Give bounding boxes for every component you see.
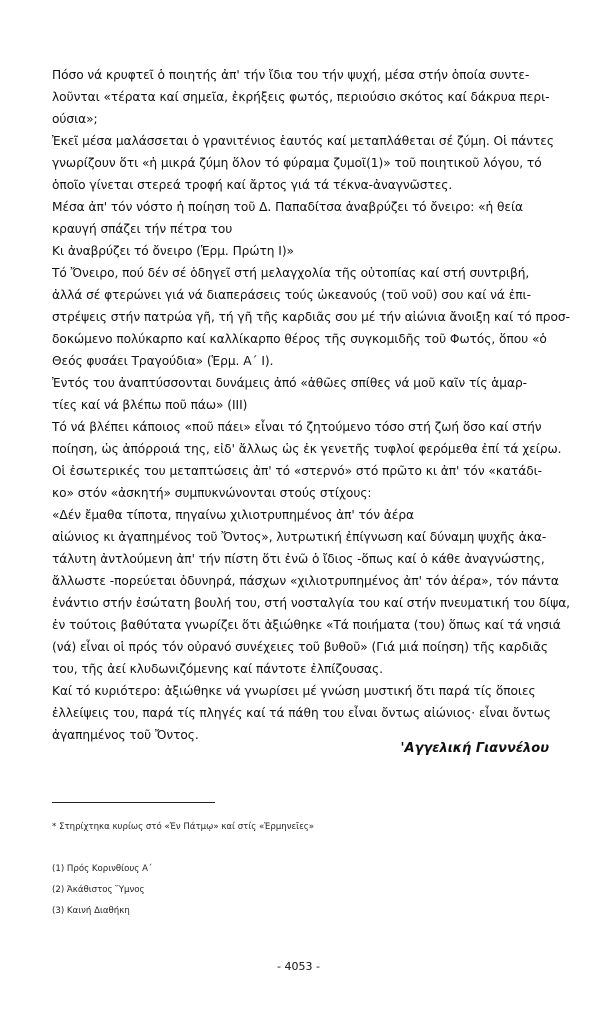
body-line-22: αἰώνιος κι ἀγαπημένος τοῦ Ὄντος», λυτρωτική ἐπίγνωση καί δύναμη ψυχῆς ἀκα- [52, 530, 547, 544]
footnote-1: (1) Πρός Κορινθίους Α΄ [52, 864, 153, 874]
footnote-3: (3) Καινή Διαθήκη [52, 906, 130, 916]
body-line-21: «Δέν ἔμαθα τίποτα, πηγαίνω χιλιοτρυπημένος ἀπ' τόν ἀέρα [52, 508, 414, 522]
body-line-16: τίες καί νά βλέπω ποῦ πάω» (ΙΙΙ) [52, 398, 248, 412]
body-line-31: ἀγαπημένος τοῦ Ὄντος. [52, 728, 199, 742]
body-line-24: ἄλλωστε -πορεύεται ὀδυνηρά, πάσχων «χιλιοτρυπημένος ἀπ' τόν ἀέρα», τόν πάντα [52, 574, 559, 588]
body-line-9: Κι ἀναβρύζει τό ὄνειρο (Ἑρμ. Πρώτη Ι)» [52, 244, 294, 258]
body-line-23: τάλυτη ἀντλούμενη ἀπ' τήν πίστη ὅτι ἐνῶ ὁ ἴδιος -ὅπως καί ὁ κάθε ἀναγνώστης, [52, 552, 545, 566]
body-line-7: Μέσα ἀπ' τόν νόστο ἡ ποίηση τοῦ Δ. Παπαδίτσα ἀναβρύζει τό ὄνειρο: «ἡ θεία [52, 200, 524, 214]
body-line-20: κο» στόν «ἀσκητή» συμπυκνώνονται στούς στίχους: [52, 486, 372, 500]
footnote-2: (2) Ἀκάθιστος Ὕμνος [52, 885, 145, 895]
body-line-1: Πόσο νά κρυφτεῖ ὁ ποιητής ἀπ' τήν ἴδια του τήν ψυχή, μέσα στήν ὁποία συντε- [52, 68, 530, 82]
footnote-divider [52, 802, 215, 803]
body-line-18: ποίηση, ὡς ἀπόρροιά της, εἰδ' ἄλλως ὡς ἐκ γενετῆς τυφλοί φερόμεθα ἐπί τά χείρω. [52, 442, 562, 456]
body-line-13: δοκώμενο πολύκαρπο καί καλλίκαρπο θέρος τῆς συγκομιδῆς τοῦ Φωτός, ὅπου «ὁ [52, 332, 547, 346]
body-line-26: ἐν τούτοις βαθύτατα γνωρίζει ὅτι ἀξιώθηκε «Τά ποιήματα (του) ὅπως καί τά νησιά [52, 618, 561, 632]
body-line-27: (νά) εἶναι οἱ πρός τόν οὐρανό συνέχειες τοῦ βυθοῦ» (Γιά μιά ποίηση) τῆς καρδιᾶς [52, 640, 549, 654]
body-line-25: ἐνάντιο στήν ἐσώτατη βουλή του, στή νοσταλγία του καί στήν πνευματική του δίψα, [52, 596, 571, 610]
body-line-12: στρέψεις στήν πατρώα γῆ, τή γῆ τῆς καρδιᾶς σου μέ τήν αἰώνια ἄνοιξη καί τό προσ- [52, 310, 570, 324]
body-line-14: Θεός φυσάει Τραγούδια» (Ἑρμ. Α΄ Ι). [52, 354, 274, 368]
body-line-10: Τό Ὄνειρο, πού δέν σέ ὁδηγεῖ στή μελαγχολία τῆς οὐτοπίας καί στή συντριβή, [52, 266, 530, 280]
body-line-4: Ἐκεῖ μέσα μαλάσσεται ὁ γρανιτένιος ἑαυτός καί μεταπλάθεται σέ ζύμη. Οἱ πάντες [52, 134, 554, 148]
body-line-29: Καί τό κυριότερο: ἀξιώθηκε νά γνωρίσει μέ γνώση μυστική ὅτι παρά τίς ὅποιες [52, 684, 536, 698]
body-line-17: Τό νά βλέπει κάποιος «ποῦ πάει» εἶναι τό ζητούμενο τόσο στή ζωή ὅσο καί στήν [52, 420, 542, 434]
body-line-15: Ἐντός του ἀναπτύσσονται δυνάμεις ἀπό «ἀθῶες σπίθες νά μοῦ καῖν τίς ἁμαρ- [52, 376, 527, 390]
body-line-5: γνωρίζουν ὅτι «ἡ μικρά ζύμη ὅλον τό φύραμα ζυμοῖ(1)» τοῦ ποιητικοῦ λόγου, τό [52, 156, 542, 170]
body-line-3: ούσια»; [52, 112, 98, 126]
page-number: - 4053 - [277, 960, 320, 973]
body-line-19: Οἱ ἐσωτερικές του μεταπτώσεις ἀπ' τό «στερνό» στό πρῶτο κι ἀπ' τόν «κατάδι- [52, 464, 543, 478]
body-line-30: ἐλλείψεις του, παρά τίς πληγές καί τά πάθη του εἶναι ὄντως αἰώνιος· εἶναι ὄντως [52, 706, 551, 720]
body-line-6: ὁποῖο γίνεται στερεά τροφή καί ἄρτος γιά τά τέκνα-ἀναγνῶστες. [52, 178, 453, 192]
body-line-11: ἀλλά σέ φτερώνει γιά νά διαπεράσεις τούς ὠκεανούς (τοῦ νοῦ) σου καί νά ἐπι- [52, 288, 531, 302]
author-signature: 'Αγγελική Γιαννέλου [400, 741, 549, 756]
footnote-star: * Στηρίχτηκα κυρίως στό «Ἐν Πάτμῳ» καί στίς «Ἑρμηνεῖες» [52, 822, 315, 832]
body-line-28: του, τῆς ἀεί κλυδωνιζόμενης καί πάντοτε ἐλπίζουσας. [52, 662, 383, 676]
body-line-2: λοῦνται «τέρατα καί σημεῖα, ἐκρήξεις φωτός, περιούσιο σκότος καί δάκρυα περι- [52, 90, 550, 104]
body-line-8: κραυγή σπάζει τήν πέτρα του [52, 222, 233, 236]
